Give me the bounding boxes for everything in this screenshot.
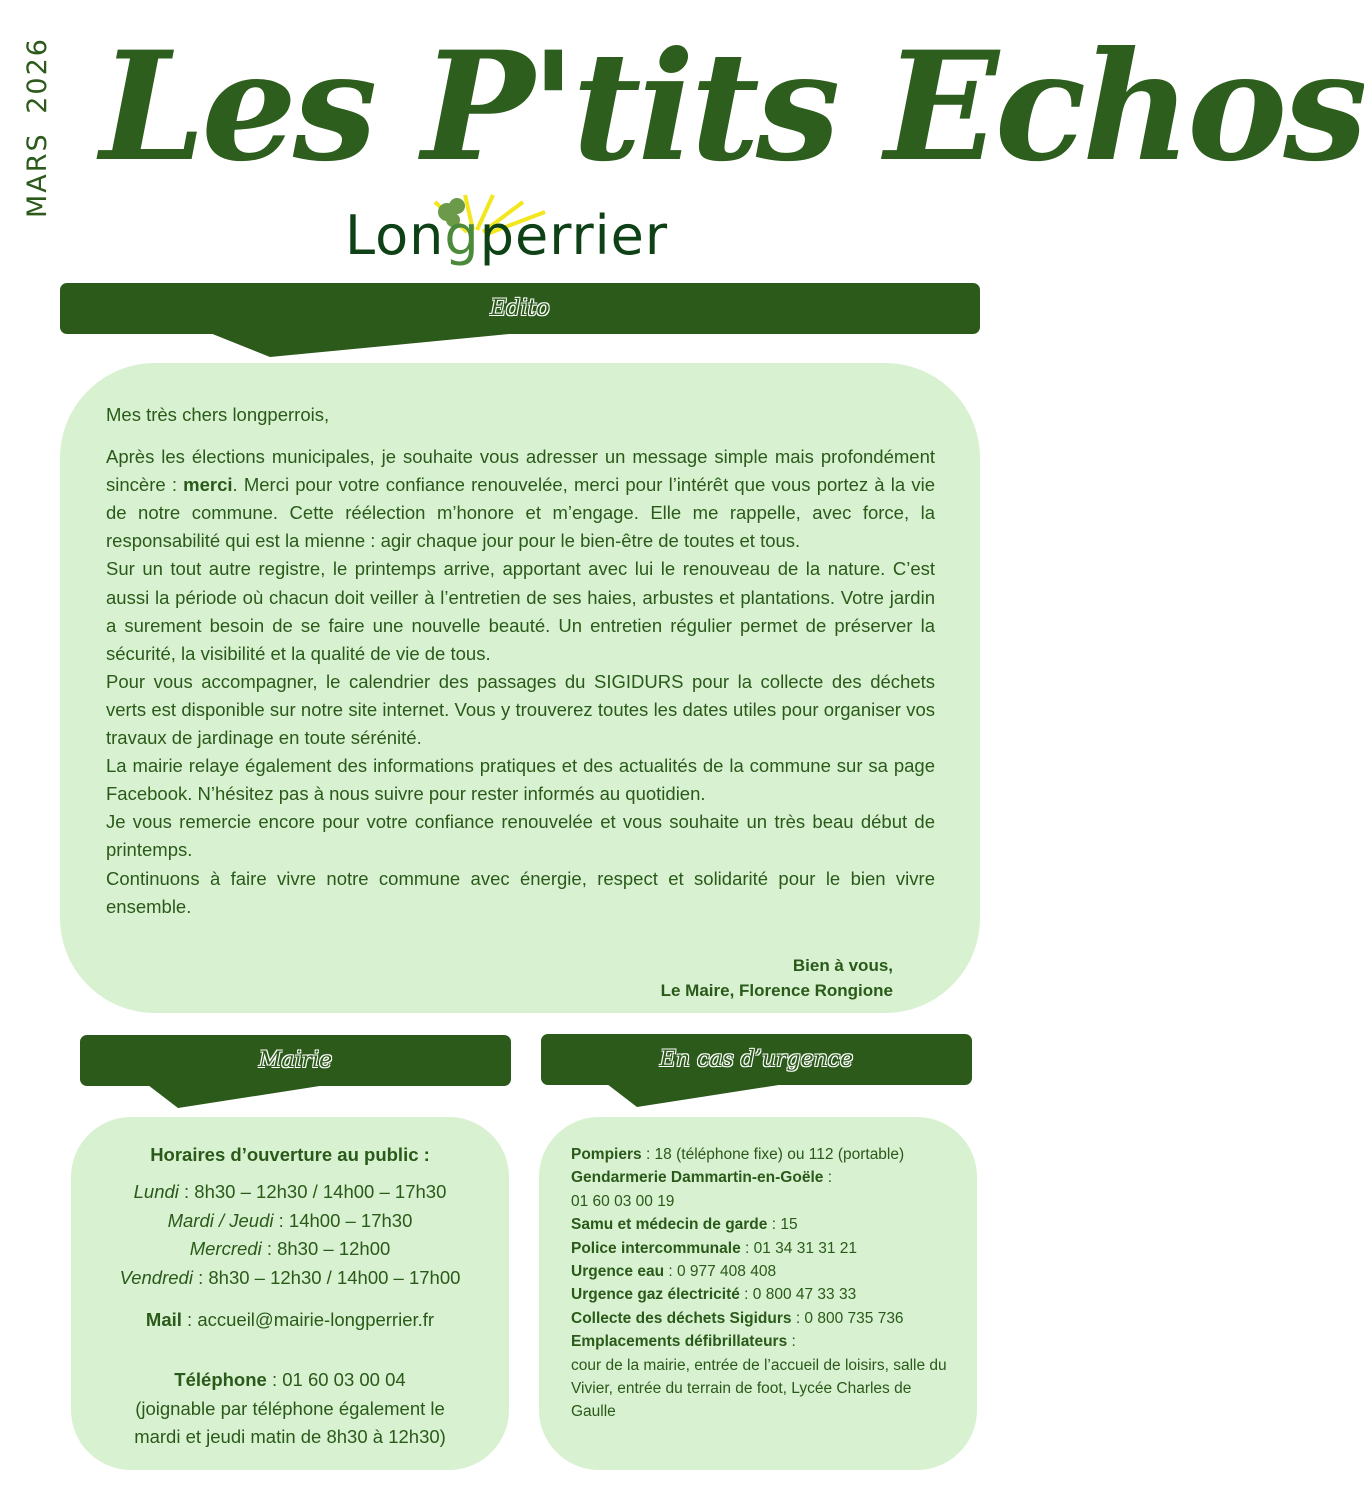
hours-time: : 14h00 – 17h30 (273, 1209, 413, 1231)
hours-day: Lundi (133, 1181, 179, 1202)
email-label: Mail (145, 1309, 182, 1330)
issue-date: MARS 2026 (22, 37, 53, 218)
edito-paragraph: Pour vous accompagner, le calendrier des passages du SIGIDURS pour la collecte des déchets verts est disponible sur notre site internet. Vous y trouverez toutes les dates utiles pour organiser vos travaux de jardinage en toute sérénité. (106, 670, 935, 749)
contact-row (571, 1166, 951, 1189)
hours-day: Mardi / Jeudi (167, 1209, 274, 1231)
mairie-email (71, 1309, 509, 1331)
contact-value: : (823, 1169, 833, 1187)
urgence-banner-pointer (607, 1084, 807, 1108)
logo-wordmark (345, 204, 668, 267)
contact-label: Urgence gaz électricité (571, 1286, 740, 1304)
longperrier-logo (345, 190, 669, 280)
edito-heading: Edito (490, 296, 550, 321)
newsletter-title: Les P'tits Echos (100, 19, 1364, 195)
edito-banner-pointer (140, 333, 540, 359)
hours-title: Horaires d’ouverture au public : (150, 1144, 430, 1165)
logo-text-end: perrier (479, 204, 669, 267)
contact-value: : 0 800 47 33 33 (739, 1286, 857, 1304)
edito-paragraph: La mairie relaye également des informations pratiques et des actualités de la commune sur sa page Facebook. N’hésitez pas à nous suivre pour rester informés au quotidien. (106, 755, 935, 805)
hours-time: : 8h30 – 12h30 / 14h00 – 17h00 (192, 1266, 461, 1288)
logo-text-g: g (444, 204, 480, 267)
mairie-banner (80, 1035, 511, 1086)
defibrillator-locations: cour de la mairie, entrée de l’accueil de loisirs, salle du Vivier, entrée du terrain de foot, Lycée Charles de Gaulle (571, 1356, 947, 1421)
phone-value[interactable]: : 01 60 03 00 04 (266, 1369, 406, 1390)
urgence-banner (541, 1034, 972, 1085)
text-run: . Merci pour votre confiance renouvelée, merci pour l’intérêt que vous portez à la vie de notre commune. Cette réélection m’honore et m’engage. Elle me rappelle, avec force, la responsabilité qui est la mienne : agir chaque jour pour le bien-être de toutes et tous. (106, 474, 935, 552)
edito-paragraph: Continuons à faire vivre notre commune avec énergie, respect et solidarité pour le bien vivre ensemble. (106, 867, 935, 917)
emergency-contacts (571, 1143, 951, 1424)
hours-row (71, 1207, 509, 1236)
urgence-card (539, 1117, 977, 1470)
contact-row (571, 1190, 951, 1213)
contact-row (571, 1237, 951, 1260)
edito-paragraph: Sur un tout autre registre, le printemps arrive, apportant avec lui le renouveau de la nature. C’est aussi la période où chacun doit veiller à l’entretien de ses haies, arbustes et plantations. Votre jardin a surement besoin de se faire une nouvelle beauté. Un entretien régulier permet de préserver la sécurité, la visibilité et la qualité de vie de tous. (106, 558, 935, 664)
edito-paragraph (106, 443, 935, 555)
hours-day: Mercredi (189, 1238, 262, 1259)
logo-text-start: Lon (345, 204, 445, 267)
contact-row (571, 1213, 951, 1236)
hours-row (71, 1235, 509, 1264)
contact-label: Emplacements défibrillateurs (571, 1333, 788, 1351)
edito-banner (60, 283, 980, 334)
contact-value: 01 60 03 00 19 (571, 1192, 675, 1210)
edito-greeting: Mes très chers longperrois, (106, 404, 330, 425)
mairie-card (71, 1117, 509, 1470)
edito-body (106, 401, 935, 921)
contact-value: : 18 (téléphone fixe) ou 112 (portable) (641, 1146, 905, 1163)
contact-value: : 01 34 31 31 21 (740, 1239, 858, 1257)
contact-value: : 0 977 408 408 (664, 1263, 777, 1281)
signature-name: Le Maire, Florence Rongione (660, 981, 893, 1000)
signature-closing: Bien à vous, (792, 956, 893, 975)
contact-row (571, 1283, 951, 1306)
hours-time: : 8h30 – 12h30 / 14h00 – 17h30 (178, 1181, 447, 1202)
contact-row (571, 1260, 951, 1283)
edito-signature (661, 953, 893, 1003)
contact-value: : (787, 1333, 796, 1351)
phone-note: (joignable par téléphone également le (135, 1397, 445, 1419)
contact-label: Police intercommunale (571, 1239, 741, 1257)
phone-note: mardi et jeudi matin de 8h30 à 12h30) (134, 1426, 446, 1447)
hours-day: Vendredi (119, 1266, 193, 1288)
contact-label: Collecte des déchets Sigidurs (571, 1309, 792, 1327)
contact-row (571, 1143, 951, 1166)
phone-label: Téléphone (174, 1369, 267, 1390)
opening-hours (71, 1178, 509, 1292)
emphasis-merci: merci (183, 474, 233, 496)
urgence-heading: En cas d’urgence (659, 1047, 854, 1072)
hours-time: : 8h30 – 12h00 (261, 1238, 391, 1259)
edito-paragraph: Je vous remercie encore pour votre confiance renouvelée et vous souhaite un très beau début de printemps. (106, 811, 935, 861)
hours-row (71, 1178, 509, 1207)
edito-card (60, 363, 980, 1013)
contact-label: Pompiers (571, 1146, 642, 1163)
contact-value: : 0 800 735 736 (791, 1309, 904, 1327)
mairie-heading: Mairie (258, 1048, 333, 1073)
hours-row (71, 1264, 509, 1293)
contact-value: : 15 (767, 1216, 798, 1234)
contact-row (571, 1307, 951, 1330)
contact-label: Urgence eau (571, 1263, 665, 1281)
contact-row (571, 1330, 951, 1353)
text-run: Après les élections municipales, je souhaite vous adresser un message simple mais profondément sincère : (106, 446, 935, 496)
contact-label: Gendarmerie Dammartin-en-Goële (571, 1169, 824, 1187)
mairie-phone (71, 1366, 509, 1452)
email-value[interactable]: : accueil@mairie-longperrier.fr (181, 1309, 435, 1330)
contact-label: Samu et médecin de garde (571, 1216, 768, 1234)
mairie-banner-pointer (148, 1085, 348, 1109)
